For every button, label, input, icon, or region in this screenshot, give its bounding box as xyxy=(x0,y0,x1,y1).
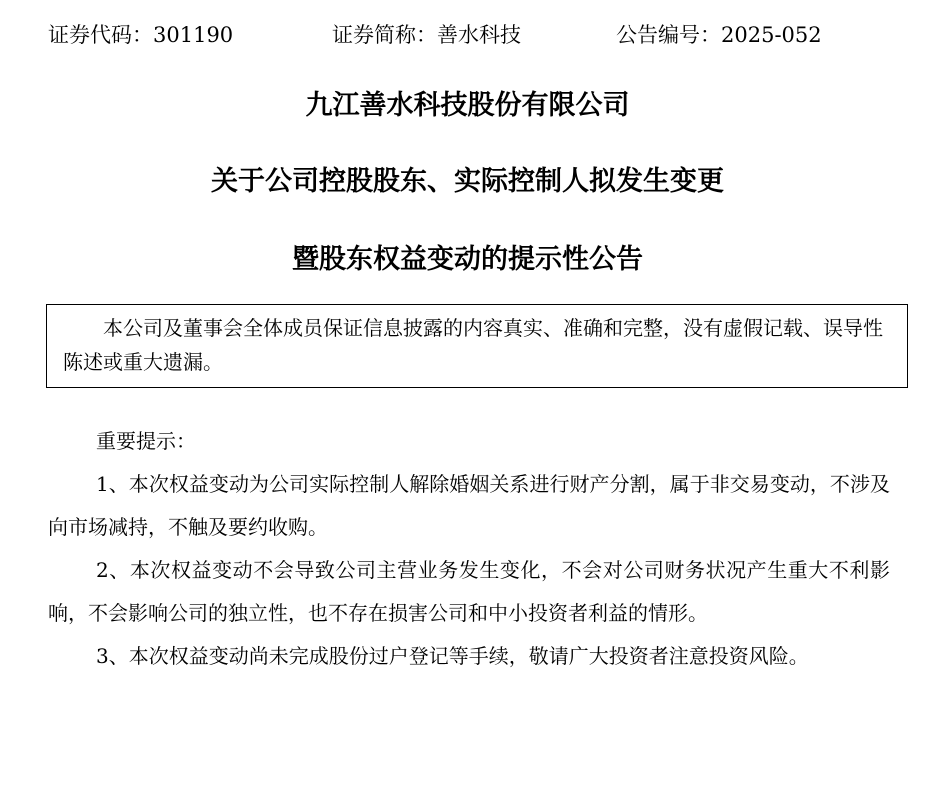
security-name: 证券简称：善水科技 xyxy=(332,23,521,47)
important-notice-heading: 重要提示： xyxy=(96,429,196,453)
announcement-body xyxy=(48,420,890,678)
announcement-title-line-1: 关于公司控股股东、实际控制人拟发生变更 xyxy=(211,166,724,197)
disclaimer-box xyxy=(46,304,908,388)
announcement-header xyxy=(48,18,888,52)
notice-item-3: 3、本次权益变动尚未完成股份过户登记等手续，敬请广大投资者注意投资风险。 xyxy=(96,644,809,668)
security-code: 证券代码：301190 xyxy=(48,23,234,47)
notice-item-1: 1、本次权益变动为公司实际控制人解除婚姻关系进行财产分割，属于非交易变动，不涉及向市场减持，不触及要约收购。 xyxy=(48,472,890,539)
disclaimer-text: 本公司及董事会全体成员保证信息披露的内容真实、准确和完整，没有虚假记载、误导性陈述或重大遗漏。 xyxy=(63,316,883,374)
announcement-title-line-2: 暨股东权益变动的提示性公告 xyxy=(292,244,643,275)
notice-item-2: 2、本次权益变动不会导致公司主营业务发生变化，不会对公司财务状况产生重大不利影响，不会影响公司的独立性，也不存在损害公司和中小投资者利益的情形。 xyxy=(48,558,890,625)
company-title: 九江善水科技股份有限公司 xyxy=(305,90,630,121)
announcement-number: 公告编号：2025-052 xyxy=(616,23,822,47)
